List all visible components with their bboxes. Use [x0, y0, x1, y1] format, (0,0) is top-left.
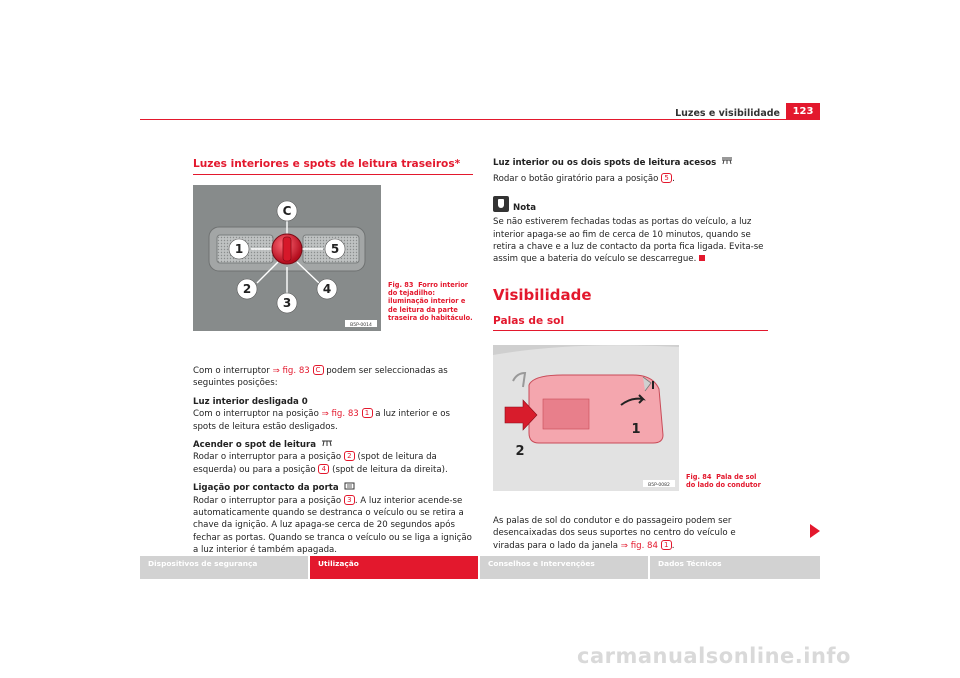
heading-text: Ligação por contacto da porta: [193, 483, 339, 494]
fig84-label-2: 2: [515, 443, 525, 459]
text: (spot de leitura da esquerda) ou para a posição: [193, 452, 437, 475]
fig-83-link[interactable]: ⇒ fig. 83: [272, 366, 310, 376]
paragraph-sun-visors: [493, 515, 768, 552]
fig83-code: B5P-0014: [350, 323, 372, 328]
note-title: Nota: [513, 202, 537, 213]
text: As palas de sol do condutor e do passageiro podem ser desencaixadas dos seus suportes no centro do veículo e viradas para o lado da janela: [493, 515, 736, 551]
figure-83-caption-text: Forro interior do tejadilho: iluminação interior e de leitura da parte traseira do habitáculo.: [388, 281, 473, 322]
roof-console-illustration: [193, 185, 381, 331]
heading-all-lights-on: [493, 157, 768, 169]
figure-84-sun-visor: [493, 345, 679, 491]
footer-tab-technical-data[interactable]: Dados Técnicos: [650, 556, 820, 579]
badge-3: 3: [344, 495, 355, 505]
fig83-label-c: C: [282, 204, 292, 218]
heading-light-off: Luz interior desligada 0: [193, 396, 308, 407]
paragraph-rotate-knob: [493, 173, 768, 185]
text: Rodar o botão giratório para a posição: [493, 174, 662, 185]
fig-83-link[interactable]: ⇒ fig. 83: [321, 409, 359, 420]
all-lights-icon: [721, 157, 733, 165]
section-title-visibility: Visibilidade: [493, 285, 592, 304]
fig83-label-5: 5: [330, 242, 340, 256]
paragraph-switch-positions: [193, 365, 473, 390]
footer-tab-safety[interactable]: Dispositivos de segurança: [140, 556, 308, 579]
sun-visor-illustration: [493, 345, 679, 491]
badge-c: C: [313, 365, 324, 375]
end-of-section-marker: [699, 255, 705, 261]
text: . A luz interior acende-se automaticamente quando se destranca o veículo ou se retira a chave da ignição. A luz apaga-se cerca de 20 segundos após fechar as portas. Quando se tranca o veículo ou se liga a ignição a luz interior é também apagada.: [193, 495, 472, 556]
text: .: [671, 540, 675, 551]
heading-reading-spot: [193, 439, 473, 451]
text: podem ser seleccionadas as seguintes posições:: [193, 366, 448, 389]
text: .: [672, 174, 675, 185]
note-header: [493, 194, 768, 214]
badge-2: 2: [344, 451, 355, 461]
text: Rodar o interruptor para a posição: [193, 452, 344, 463]
fig83-label-4: 4: [322, 282, 332, 296]
next-page-arrow-icon[interactable]: [810, 524, 820, 538]
note-icon: [493, 196, 509, 212]
figure-83-number: Fig. 83: [388, 281, 414, 289]
fig83-label-3: 3: [282, 296, 292, 310]
figure-83-row: [193, 185, 473, 361]
watermark: carmanualsonline.info: [577, 644, 851, 668]
page-number: 123: [786, 103, 820, 120]
text: Com o interruptor na posição: [193, 409, 322, 420]
badge-1: 1: [661, 540, 672, 550]
paragraph-door-contact: [193, 495, 473, 557]
figure-84-row: [493, 345, 768, 515]
note-text: [493, 216, 768, 266]
reading-lamp-icon: [321, 439, 333, 447]
badge-5: 5: [661, 173, 672, 183]
right-column: [493, 157, 768, 552]
text: (spot de leitura da direita).: [329, 464, 448, 475]
fig83-label-2: 2: [242, 282, 252, 296]
footer-tab-advice[interactable]: Conselhos e Intervenções: [480, 556, 648, 579]
fig84-code: B5P-0082: [648, 482, 670, 488]
fig-84-link[interactable]: ⇒ fig. 84: [620, 540, 658, 551]
text: Se não estiverem fechadas todas as portas do veículo, a luz interior apaga-se ao fim de cerca de 10 minutos, quando se retira a chave e a luz de contacto da porta fica ligada. Evita-se assim que a bateria do veículo se descarregue.: [493, 217, 764, 265]
fig83-label-1: 1: [234, 242, 244, 256]
figure-84-caption: [686, 473, 766, 489]
header-rule: [140, 119, 820, 120]
text: a luz interior e os spots de leitura estão desligados.: [193, 409, 450, 432]
footer-tab-usage[interactable]: Utilização: [310, 556, 478, 579]
left-column: [193, 157, 473, 557]
paragraph-light-off: [193, 408, 473, 433]
text: Com o interruptor: [193, 366, 273, 376]
section-title-sun-visors: Palas de sol: [493, 314, 768, 331]
badge-4: 4: [318, 464, 329, 474]
figure-84-number: Fig. 84: [686, 472, 712, 481]
figure-83-roof-console: [193, 185, 381, 331]
fig84-label-1: 1: [631, 421, 641, 437]
badge-1: 1: [362, 408, 373, 418]
figure-84-caption-text: Pala de sol do lado do condutor: [686, 472, 761, 490]
running-header-title: Luzes e visibilidade: [675, 108, 780, 119]
figure-83-caption: [388, 281, 474, 322]
heading-text: Luz interior ou os dois spots de leitura acesos: [493, 158, 717, 168]
door-contact-icon: [344, 482, 356, 490]
heading-door-contact: [193, 482, 473, 494]
heading-text: Acender o spot de leitura: [193, 440, 317, 451]
text: Rodar o interruptor para a posição: [193, 495, 344, 506]
paragraph-reading-spot: [193, 451, 473, 476]
section-title-interior-lights: Luzes interiores e spots de leitura traseiros*: [193, 157, 473, 175]
